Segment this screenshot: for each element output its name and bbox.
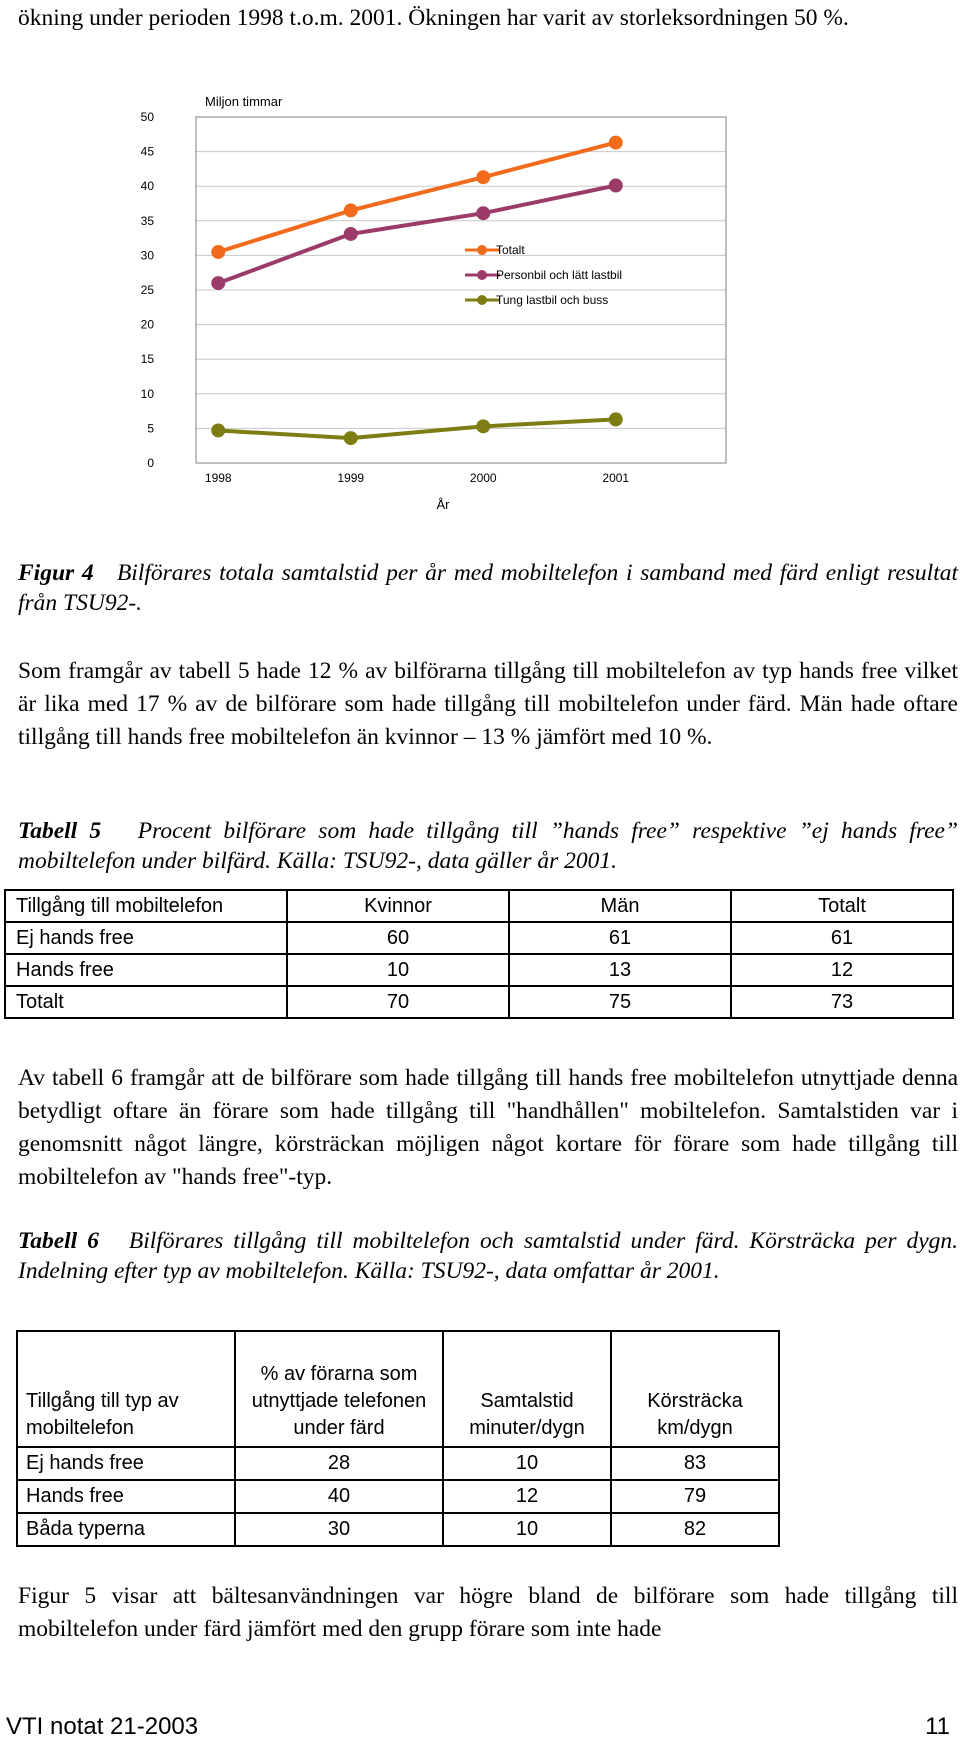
paragraph-3: Figur 5 visar att bältesanvändningen var högre bland de bilförare som hade tillgång till mobiltelefon under färd jämfört med den grupp förare som inte hade xyxy=(18,1583,958,1642)
page-number: 11 xyxy=(925,1713,950,1740)
table-header-cell: Kvinnor xyxy=(287,890,509,922)
table-header-cell: Tillgång till mobiltelefon xyxy=(5,890,287,922)
y-axis-label: Miljon timmar xyxy=(205,94,283,109)
legend-marker xyxy=(477,295,487,305)
table5-caption-text: Procent bilförare som hade tillgång till ”hands free” respektive ”ej hands free” mobiltelefon under bilfärd. Källa: TSU92-, data gäller år 2001. xyxy=(18,818,959,874)
table5-caption xyxy=(18,816,958,876)
table-header-cell: Tillgång till typ av mobiltelefon xyxy=(17,1331,235,1447)
table-cell: 10 xyxy=(443,1513,611,1546)
table-cell: Totalt xyxy=(5,986,287,1018)
table-cell: 61 xyxy=(509,922,731,954)
y-tick-label: 10 xyxy=(140,386,154,401)
data-point xyxy=(344,204,357,217)
table6 xyxy=(16,1330,780,1547)
x-tick-label: 1998 xyxy=(204,471,232,485)
table5-label: Tabell 5 xyxy=(18,818,102,844)
data-point xyxy=(344,227,357,240)
x-tick-label: 2000 xyxy=(469,471,497,485)
y-tick-label: 35 xyxy=(140,213,154,228)
table-cell: 28 xyxy=(235,1447,443,1480)
data-point xyxy=(609,136,622,149)
chart-legend xyxy=(465,243,622,307)
data-point xyxy=(344,432,357,445)
data-point xyxy=(212,424,225,437)
y-tick-label: 15 xyxy=(140,352,154,367)
legend-marker xyxy=(477,245,487,255)
legend-label: Tung lastbil och buss xyxy=(496,293,609,307)
table-cell: 30 xyxy=(235,1513,443,1546)
data-point xyxy=(477,171,490,184)
x-tick-label: 2001 xyxy=(602,471,630,485)
legend-marker xyxy=(477,270,487,280)
table6-caption-text: Bilförares tillgång till mobiltelefon och samtalstid under färd. Körsträcka per dygn. Indelning efter typ av mobiltelefon. Källa: TSU92-, data omfattar år 2001. xyxy=(18,1228,959,1284)
table-cell: 12 xyxy=(443,1480,611,1513)
table-cell: 60 xyxy=(287,922,509,954)
footer-left: VTI notat 21-2003 xyxy=(6,1713,199,1740)
legend-entry xyxy=(465,293,608,307)
paragraph-2: Av tabell 6 framgår att de bilförare som hade tillgång till hands free mobiltelefon utnyttjade denna betydligt oftare än förare som hade tillgång till "handhållen" mobiltelefon. Samtalstiden var i genomsnitt något längre, körsträckan möjligen något kortare för förare som hade tillgång till mobiltelefon av "hands free"-typ. xyxy=(18,1065,958,1190)
table-cell: Hands free xyxy=(5,954,287,986)
y-tick-label: 50 xyxy=(140,110,154,124)
table-row xyxy=(5,954,953,986)
table-header-cell: Män xyxy=(509,890,731,922)
table5 xyxy=(4,889,954,1019)
y-tick-label: 40 xyxy=(140,179,154,194)
data-point xyxy=(477,207,490,220)
table-row xyxy=(17,1447,779,1480)
table-cell: 13 xyxy=(509,954,731,986)
table6-label: Tabell 6 xyxy=(18,1228,99,1254)
table-header-row xyxy=(5,890,953,922)
y-tick-label: 30 xyxy=(140,248,154,263)
x-tick-label: 1999 xyxy=(337,471,365,485)
chart-grid xyxy=(196,117,726,463)
table-cell: 82 xyxy=(611,1513,779,1546)
data-point xyxy=(212,277,225,290)
table-header-cell: Samtalstid minuter/dygn xyxy=(443,1331,611,1447)
data-point xyxy=(477,420,490,433)
data-point xyxy=(609,413,622,426)
table-cell: 61 xyxy=(731,922,953,954)
table-header-cell: Körsträcka km/dygn xyxy=(611,1331,779,1447)
table-cell: 40 xyxy=(235,1480,443,1513)
table-cell: 79 xyxy=(611,1480,779,1513)
table-header-cell: Totalt xyxy=(731,890,953,922)
x-axis-ticks xyxy=(205,471,630,485)
y-tick-label: 0 xyxy=(147,456,154,470)
table-header-cell: % av förarna som utnyttjade telefonen under färd xyxy=(235,1331,443,1447)
y-tick-label: 45 xyxy=(140,144,154,159)
table-cell: 70 xyxy=(287,986,509,1018)
table-cell: 12 xyxy=(731,954,953,986)
y-axis-ticks xyxy=(141,110,155,470)
table-cell: Hands free xyxy=(17,1480,235,1513)
y-tick-label: 5 xyxy=(147,421,154,436)
data-point xyxy=(609,179,622,192)
table-cell: Ej hands free xyxy=(5,922,287,954)
table6-caption xyxy=(18,1226,958,1286)
table-row xyxy=(17,1513,779,1546)
figure-label: Figur 4 xyxy=(18,560,94,586)
table-cell: Ej hands free xyxy=(17,1447,235,1480)
table-row xyxy=(5,922,953,954)
legend-label: Totalt xyxy=(496,243,525,257)
y-tick-label: 20 xyxy=(140,317,154,332)
table-cell: 73 xyxy=(731,986,953,1018)
table-header-row xyxy=(17,1331,779,1447)
paragraph-1: Som framgår av tabell 5 hade 12 % av bilförarna tillgång till mobiltelefon av typ hands free vilket är lika med 17 % av de bilförare som hade tillgång till mobiltelefon under färd. Män hade oftare tillgång till hands free mobiltelefon än kvinnor – 13 % jämfört med 10 %. xyxy=(18,658,958,750)
y-tick-label: 25 xyxy=(140,283,154,297)
intro-paragraph: ökning under perioden 1998 t.o.m. 2001. Ökningen har varit av storleksordningen 50 %. xyxy=(18,5,849,31)
figure-caption xyxy=(18,558,958,618)
table-row xyxy=(5,986,953,1018)
figure-caption-text: Bilförares totala samtalstid per år med mobiltelefon i samband med färd enligt resultat från TSU92-. xyxy=(18,560,959,616)
data-point xyxy=(212,245,225,258)
table-cell: 10 xyxy=(287,954,509,986)
table-cell: 75 xyxy=(509,986,731,1018)
table-cell: 10 xyxy=(443,1447,611,1480)
line-chart xyxy=(140,90,740,520)
table-row xyxy=(17,1480,779,1513)
table-cell: 83 xyxy=(611,1447,779,1480)
x-axis-label: År xyxy=(436,497,450,512)
table-cell: Båda typerna xyxy=(17,1513,235,1546)
legend-label: Personbil och lätt lastbil xyxy=(496,268,623,282)
legend-entry xyxy=(465,268,622,282)
